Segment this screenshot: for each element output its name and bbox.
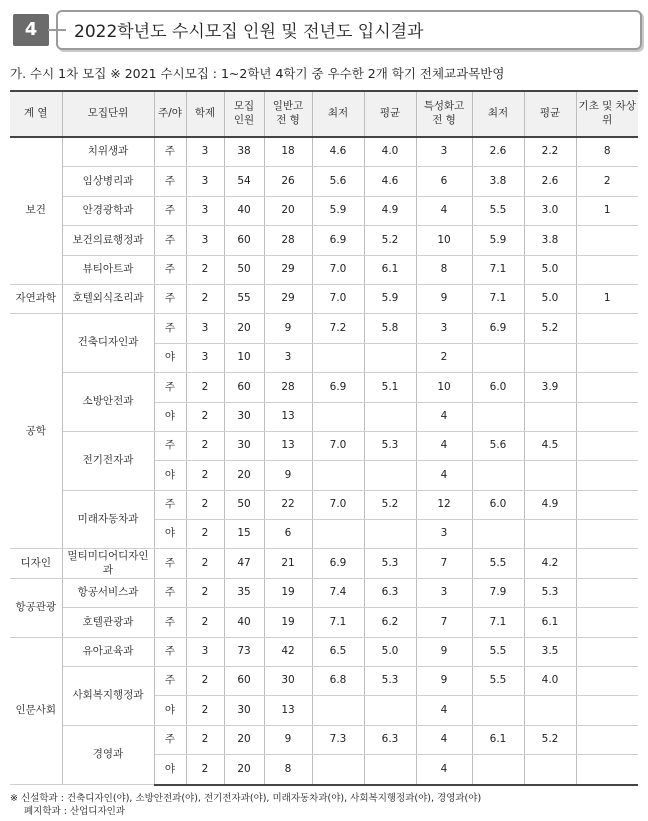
data-cell [576,578,638,607]
column-header: 평균 [524,91,576,137]
data-cell: 2 [186,431,224,460]
column-header: 주/야 [154,91,186,137]
data-cell: 5.8 [364,314,416,343]
data-cell: 4.0 [524,667,576,696]
data-cell: 3 [416,314,472,343]
data-cell: 30 [224,696,264,725]
data-cell: 4 [416,696,472,725]
data-cell: 8 [416,255,472,284]
data-cell: 6.9 [312,549,364,578]
data-cell: 13 [264,402,312,431]
data-cell: 5.5 [472,196,524,225]
data-cell: 주 [154,255,186,284]
department-cell: 뷰티아트과 [62,255,154,284]
data-cell: 주 [154,549,186,578]
data-cell: 2 [186,578,224,607]
data-cell: 4.9 [364,196,416,225]
data-cell [312,755,364,785]
data-cell [576,490,638,519]
admission-results-table [10,90,638,786]
data-cell [576,608,638,637]
data-cell: 3 [186,226,224,255]
table-header-row [10,91,638,137]
data-cell: 주 [154,167,186,196]
data-cell: 6.9 [312,226,364,255]
data-cell: 주 [154,667,186,696]
data-cell: 7.1 [312,608,364,637]
column-header: 학제 [186,91,224,137]
data-cell [364,520,416,549]
data-cell: 2.2 [524,137,576,167]
data-cell: 4 [416,755,472,785]
table-body [10,137,638,785]
department-cell: 항공서비스과 [62,578,154,607]
data-cell: 1 [576,284,638,313]
data-cell: 60 [224,373,264,402]
data-cell: 12 [416,490,472,519]
department-cell: 보건의료행정과 [62,226,154,255]
data-cell: 4.6 [312,137,364,167]
data-cell [576,314,638,343]
data-cell: 35 [224,578,264,607]
data-cell [576,343,638,372]
field-cell: 보건 [10,137,62,284]
data-cell: 4.6 [364,167,416,196]
field-cell: 자연과학 [10,284,62,313]
data-cell: 9 [264,725,312,754]
data-cell: 60 [224,226,264,255]
department-cell: 경영과 [62,725,154,784]
data-cell [312,343,364,372]
data-cell: 47 [224,549,264,578]
data-cell: 5.6 [312,167,364,196]
data-cell: 7 [416,608,472,637]
data-cell: 5.2 [364,490,416,519]
department-cell: 미래자동차과 [62,490,154,549]
department-cell: 유아교육과 [62,637,154,666]
data-cell: 2 [186,696,224,725]
table-row [10,667,638,696]
data-cell [576,520,638,549]
data-cell: 4 [416,196,472,225]
data-cell: 주 [154,373,186,402]
column-header: 일반고 전 형 [264,91,312,137]
data-cell: 20 [224,314,264,343]
data-cell: 주 [154,490,186,519]
data-cell [576,402,638,431]
data-cell [524,343,576,372]
data-cell [472,402,524,431]
column-header: 모집단위 [62,91,154,137]
data-cell: 3 [186,137,224,167]
footnote [10,792,481,818]
data-cell: 주 [154,578,186,607]
data-cell: 50 [224,255,264,284]
section-banner [8,10,640,50]
data-cell: 26 [264,167,312,196]
data-cell: 3.8 [472,167,524,196]
data-cell [364,461,416,490]
data-cell: 9 [264,461,312,490]
data-cell: 6.0 [472,373,524,402]
data-cell: 21 [264,549,312,578]
data-cell: 30 [264,667,312,696]
data-cell: 야 [154,755,186,785]
field-cell: 인문사회 [10,637,62,784]
department-cell: 사회복지행정과 [62,667,154,726]
data-cell: 6.1 [524,608,576,637]
data-cell [472,696,524,725]
data-cell: 2 [186,255,224,284]
data-cell [524,520,576,549]
data-cell: 야 [154,696,186,725]
data-cell [312,461,364,490]
section-number: 4 [13,14,49,46]
data-cell: 7.1 [472,284,524,313]
section-title-box [56,10,642,50]
data-cell: 29 [264,284,312,313]
data-cell: 9 [264,314,312,343]
data-cell: 2 [186,490,224,519]
data-cell: 7.3 [312,725,364,754]
data-cell: 5.0 [524,255,576,284]
data-cell: 3.5 [524,637,576,666]
data-cell: 3 [186,196,224,225]
data-cell: 7.0 [312,284,364,313]
data-cell: 6.0 [472,490,524,519]
data-cell: 5.6 [472,431,524,460]
data-cell [312,520,364,549]
data-cell: 7.0 [312,255,364,284]
table-row [10,196,638,225]
data-cell: 야 [154,402,186,431]
data-cell: 5.9 [312,196,364,225]
data-cell: 3 [416,137,472,167]
data-cell: 10 [416,373,472,402]
data-cell: 5.5 [472,667,524,696]
data-cell: 20 [224,755,264,785]
data-cell: 2 [186,608,224,637]
data-cell: 9 [416,667,472,696]
data-cell: 2 [186,520,224,549]
field-cell: 항공관광 [10,578,62,637]
data-cell: 주 [154,196,186,225]
data-cell: 주 [154,226,186,255]
data-cell: 15 [224,520,264,549]
data-cell [364,755,416,785]
data-cell: 28 [264,226,312,255]
table-row [10,373,638,402]
table-row [10,137,638,167]
data-cell: 6.2 [364,608,416,637]
data-cell: 22 [264,490,312,519]
table-row [10,608,638,637]
data-cell: 4 [416,402,472,431]
data-cell: 야 [154,520,186,549]
department-cell: 호텔외식조리과 [62,284,154,313]
data-cell: 2 [186,284,224,313]
table-row [10,578,638,607]
section-title: 2022학년도 수시모집 인원 및 전년도 입시결과 [74,22,424,42]
data-cell: 6.1 [472,725,524,754]
data-cell: 54 [224,167,264,196]
data-cell: 8 [264,755,312,785]
data-cell: 4.0 [364,137,416,167]
data-cell: 6.5 [312,637,364,666]
department-cell: 임상병리과 [62,167,154,196]
data-cell: 2 [186,549,224,578]
data-cell [524,696,576,725]
data-cell [576,667,638,696]
data-cell [576,755,638,785]
column-header: 최저 [472,91,524,137]
data-cell [312,402,364,431]
table-row [10,637,638,666]
data-cell: 7.1 [472,608,524,637]
footnote-closed-departments: 폐지학과 : 산업디자인과 [24,806,126,817]
data-cell: 2 [576,167,638,196]
footnote-new-departments: ※ 신설학과 : 건축디자인(야), 소방안전과(야), 전기전자과(야), 미래자동차과(야), 사회복지행정과(야), 경영과(야) [10,793,482,804]
data-cell: 2 [186,755,224,785]
data-cell: 42 [264,637,312,666]
data-cell: 13 [264,431,312,460]
data-cell: 19 [264,578,312,607]
data-cell: 3.0 [524,196,576,225]
data-cell [472,520,524,549]
data-cell: 13 [264,696,312,725]
data-cell: 5.2 [524,725,576,754]
subtitle: 가. 수시 1차 모집 ※ 2021 수시모집 : 1~2학년 4학기 중 우수한 2개 학기 전체교과목반영 [10,66,505,81]
data-cell: 10 [416,226,472,255]
column-header: 모집 인원 [224,91,264,137]
data-cell [312,696,364,725]
data-cell: 5.1 [364,373,416,402]
data-cell: 50 [224,490,264,519]
table-row [10,431,638,460]
data-cell [364,402,416,431]
data-cell: 7.0 [312,490,364,519]
table-row [10,549,638,578]
data-cell: 주 [154,725,186,754]
data-cell: 2 [186,373,224,402]
data-cell: 2.6 [524,167,576,196]
data-cell: 4 [416,431,472,460]
data-cell: 7.4 [312,578,364,607]
data-cell: 60 [224,667,264,696]
data-cell: 28 [264,373,312,402]
data-cell: 40 [224,196,264,225]
data-cell: 6.1 [364,255,416,284]
data-cell: 4 [416,725,472,754]
data-cell: 73 [224,637,264,666]
department-cell: 전기전자과 [62,431,154,490]
data-cell [472,461,524,490]
data-cell [576,696,638,725]
department-cell: 안경광학과 [62,196,154,225]
data-cell: 5.3 [364,549,416,578]
department-cell: 치위생과 [62,137,154,167]
data-cell: 3 [264,343,312,372]
data-cell [524,402,576,431]
data-cell: 5.3 [524,578,576,607]
column-header: 계 열 [10,91,62,137]
data-cell: 5.5 [472,549,524,578]
data-cell: 5.2 [364,226,416,255]
data-cell [576,255,638,284]
data-cell: 5.9 [364,284,416,313]
data-cell: 3 [186,314,224,343]
column-header: 평균 [364,91,416,137]
data-cell: 9 [416,284,472,313]
column-header: 특성화고 전 형 [416,91,472,137]
data-cell: 55 [224,284,264,313]
column-header: 최저 [312,91,364,137]
data-cell: 6 [264,520,312,549]
department-cell: 소방안전과 [62,373,154,432]
data-cell: 7 [416,549,472,578]
title-connector-line [48,29,66,31]
data-cell: 4 [416,461,472,490]
data-cell: 5.5 [472,637,524,666]
column-header: 기초 및 차상위 [576,91,638,137]
data-cell: 5.3 [364,667,416,696]
data-cell: 20 [264,196,312,225]
data-cell: 2 [416,343,472,372]
data-cell: 야 [154,461,186,490]
data-cell: 5.0 [524,284,576,313]
data-cell: 38 [224,137,264,167]
data-cell: 5.2 [524,314,576,343]
data-cell: 2 [186,461,224,490]
data-cell: 주 [154,608,186,637]
data-cell: 4.9 [524,490,576,519]
data-cell [576,549,638,578]
data-cell: 6 [416,167,472,196]
data-cell: 주 [154,137,186,167]
data-cell: 3.8 [524,226,576,255]
data-cell: 2 [186,725,224,754]
data-cell: 6.9 [312,373,364,402]
data-cell: 3 [416,578,472,607]
data-cell [576,461,638,490]
data-cell: 7.2 [312,314,364,343]
data-cell: 3 [186,637,224,666]
data-cell: 29 [264,255,312,284]
table-row [10,255,638,284]
field-cell: 디자인 [10,549,62,578]
department-cell: 호텔관광과 [62,608,154,637]
table-row [10,284,638,313]
data-cell [364,343,416,372]
data-cell: 5.3 [364,431,416,460]
data-cell: 3 [186,167,224,196]
data-cell [524,755,576,785]
data-cell: 4.2 [524,549,576,578]
data-cell: 40 [224,608,264,637]
data-cell: 주 [154,284,186,313]
data-cell: 5.0 [364,637,416,666]
data-cell [364,696,416,725]
table-row [10,490,638,519]
data-cell: 19 [264,608,312,637]
data-cell: 20 [224,461,264,490]
data-cell [524,461,576,490]
data-cell: 주 [154,431,186,460]
data-cell: 2 [186,667,224,696]
data-cell [472,755,524,785]
data-cell: 7.0 [312,431,364,460]
data-cell: 10 [224,343,264,372]
data-cell: 2.6 [472,137,524,167]
data-cell [576,373,638,402]
data-cell [576,637,638,666]
department-cell: 건축디자인과 [62,314,154,373]
data-cell [472,343,524,372]
table-row [10,314,638,343]
department-cell: 멀티미디어디자인과 [62,549,154,578]
table-row [10,167,638,196]
data-cell: 18 [264,137,312,167]
data-cell [576,725,638,754]
data-cell: 주 [154,314,186,343]
data-cell: 30 [224,431,264,460]
field-cell: 공학 [10,314,62,549]
data-cell: 4.5 [524,431,576,460]
data-cell: 20 [224,725,264,754]
data-cell: 1 [576,196,638,225]
data-cell: 6.3 [364,578,416,607]
data-cell: 주 [154,637,186,666]
data-cell: 5.9 [472,226,524,255]
data-cell: 6.3 [364,725,416,754]
data-cell: 6.8 [312,667,364,696]
data-cell [576,431,638,460]
data-cell: 7.9 [472,578,524,607]
data-cell [576,226,638,255]
data-cell: 8 [576,137,638,167]
data-cell: 2 [186,402,224,431]
table-row [10,226,638,255]
data-cell: 6.9 [472,314,524,343]
data-cell: 3 [416,520,472,549]
data-cell: 야 [154,343,186,372]
data-cell: 3.9 [524,373,576,402]
data-cell: 7.1 [472,255,524,284]
data-cell: 9 [416,637,472,666]
data-cell: 30 [224,402,264,431]
table-row [10,725,638,754]
data-cell: 3 [186,343,224,372]
